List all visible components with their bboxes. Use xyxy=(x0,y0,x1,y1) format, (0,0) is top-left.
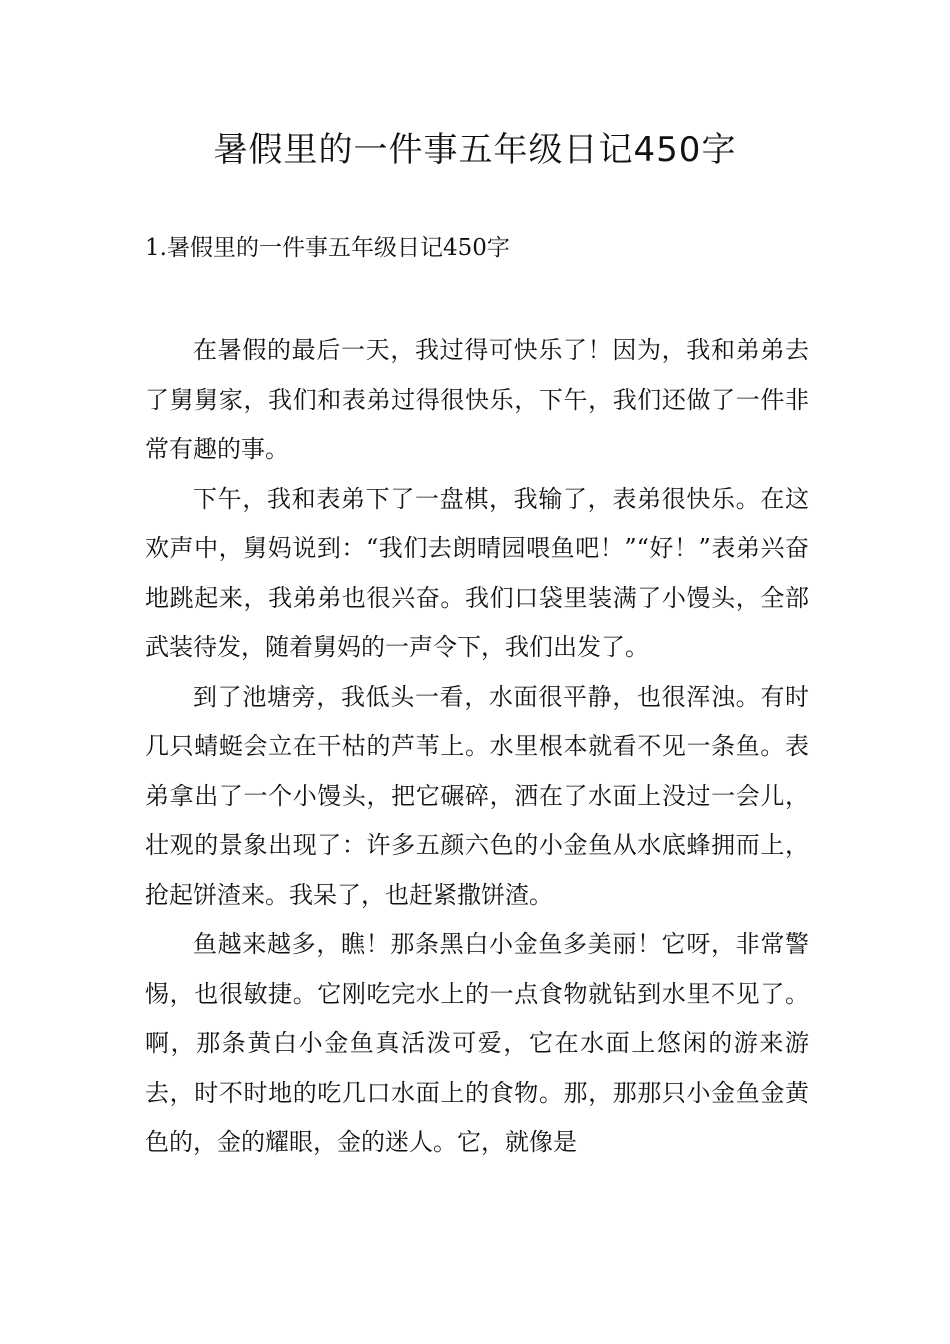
document-body xyxy=(145,326,809,1168)
paragraph: 到了池塘旁，我低头一看，水面很平静，也很浑浊。有时几只蜻蜓会立在干枯的芦苇上。水里根本就看不见一条鱼。表弟拿出了一个小馒头，把它碾碎，洒在了水面上没过一会儿，壮观的景象出现了：许多五颜六色的小金鱼从水底蜂拥而上，抢起饼渣来。我呆了，也赶紧撒饼渣。 xyxy=(145,682,809,909)
paragraph: 鱼越来越多，瞧！那条黑白小金鱼多美丽！它呀，非常警惕，也很敏捷。它刚吃完水上的一点食物就钻到水里不见了。啊，那条黄白小金鱼真活泼可爱，它在水面上悠闲的游来游去，时不时地的吃几口水面上的食物。那，那那只小金鱼金黄色的，金的耀眼，金的迷人。它，就像是 xyxy=(145,930,809,1156)
document-title: 暑假里的一件事五年级日记450字 xyxy=(213,130,737,170)
section-heading: 1.暑假里的一件事五年级日记450字 xyxy=(145,235,510,261)
paragraph: 下午，我和表弟下了一盘棋，我输了，表弟很快乐。在这欢声中，舅妈说到：“我们去朗晴园喂鱼吧！”“好！”表弟兴奋地跳起来，我弟弟也很兴奋。我们口袋里装满了小馒头，全部武装待发，随着舅妈的一声令下，我们出发了。 xyxy=(145,484,809,661)
paragraph: 在暑假的最后一天，我过得可快乐了！因为，我和弟弟去了舅舅家，我们和表弟过得很快乐，下午，我们还做了一件非常有趣的事。 xyxy=(145,336,809,463)
